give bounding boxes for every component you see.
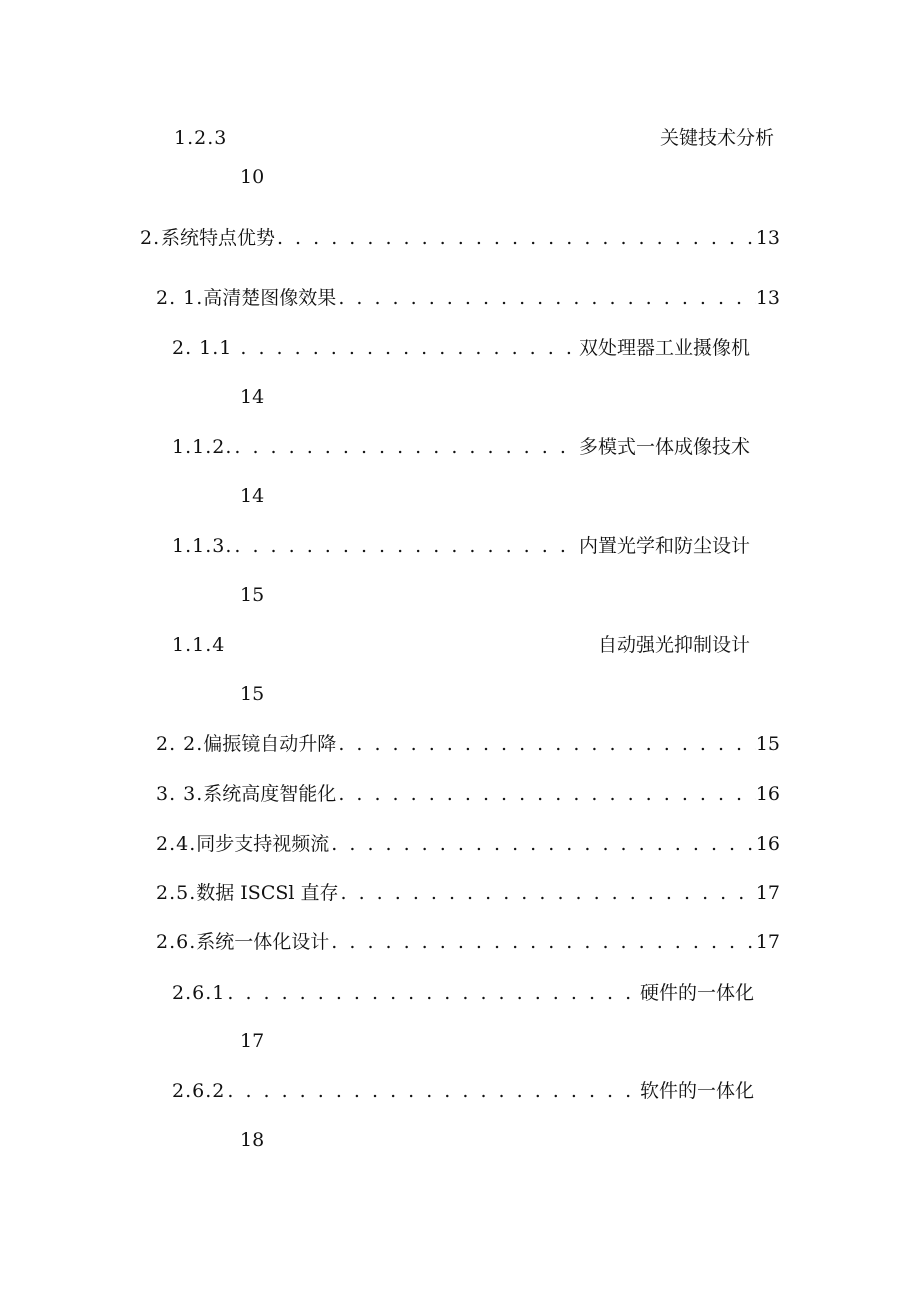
toc-entry-page: 17 [755, 882, 780, 904]
toc-entry-title: 数据 ISCSl 直存 [196, 882, 339, 904]
toc-entry-3-3[interactable] [156, 778, 780, 810]
toc-entry-number: 1.1.2. [172, 436, 233, 458]
toc-entry-title: 系统一体化设计 [196, 931, 330, 953]
toc-entry-2-4[interactable] [156, 828, 780, 860]
toc-entry-2-1[interactable] [156, 282, 780, 314]
toc-entry-number: 2.6. [156, 931, 197, 953]
toc-leader-dots [225, 977, 640, 1009]
toc-entry-2[interactable] [140, 222, 780, 254]
toc-entry-1-2-3[interactable] [174, 122, 774, 154]
toc-entry-page: 15 [755, 733, 780, 755]
toc-entry-number: 2.6.1 [172, 982, 226, 1004]
toc-entry-number: 1.1.4 [172, 634, 226, 656]
toc-leader-dots [329, 926, 756, 958]
toc-leader-dots [329, 828, 756, 860]
toc-entry-title: 同步支持视频流 [196, 833, 330, 855]
toc-leader-dots [238, 332, 579, 364]
toc-entry-2-1-1[interactable] [172, 332, 750, 364]
toc-leader-dots [336, 728, 756, 760]
toc-entry-title: 双处理器工业摄像机 [578, 337, 750, 359]
toc-entry-number: 1.1.3. [172, 535, 233, 557]
toc-entry-title: 高清楚图像效果 [203, 287, 337, 309]
toc-entry-2-5[interactable] [156, 877, 780, 909]
toc-entry-page: 14 [240, 485, 265, 507]
toc-entry-number: 2. 1.1 [172, 337, 233, 359]
toc-entry-1-1-2[interactable] [172, 431, 750, 463]
toc-leader-dots [275, 222, 756, 254]
toc-entry-number: 2.6.2 [172, 1080, 226, 1102]
toc-entry-page: 13 [755, 287, 780, 309]
toc-entry-title: 硬件的一体化 [639, 982, 754, 1004]
toc-entry-number: 2. 2. [156, 733, 204, 755]
toc-entry-2-6-2[interactable] [172, 1075, 754, 1107]
toc-leader-dots [339, 877, 756, 909]
toc-entry-title: 关键技术分析 [659, 127, 774, 149]
toc-leader-dots [232, 530, 579, 562]
toc-entry-number: 2. 1. [156, 287, 204, 309]
toc-entry-page: 15 [240, 584, 265, 606]
toc-leader-dots [336, 778, 756, 810]
toc-entry-title: 内置光学和防尘设计 [578, 535, 750, 557]
toc-entry-number: 2. [140, 227, 161, 249]
toc-entry-title: 软件的一体化 [639, 1080, 754, 1102]
toc-entry-page: 14 [240, 386, 265, 408]
toc-entry-1-1-4[interactable] [172, 629, 750, 661]
toc-entry-title: 偏振镜自动升降 [203, 733, 337, 755]
toc-entry-number: 1.2.3 [174, 127, 228, 149]
toc-entry-1-1-3[interactable] [172, 530, 750, 562]
toc-leader-dots [225, 1075, 640, 1107]
toc-leader-dots [336, 282, 756, 314]
toc-entry-page: 16 [755, 783, 780, 805]
toc-entry-title: 多模式一体成像技术 [578, 436, 750, 458]
toc-entry-page: 16 [755, 833, 780, 855]
toc-entry-page: 18 [240, 1129, 265, 1151]
toc-entry-page: 13 [755, 227, 780, 249]
toc-entry-page: 10 [240, 166, 265, 188]
toc-entry-page: 17 [240, 1030, 265, 1052]
toc-entry-number: 3. 3. [156, 783, 204, 805]
toc-entry-page: 17 [755, 931, 780, 953]
toc-entry-title: 系统特点优势 [160, 227, 275, 249]
toc-entry-number: 2.4. [156, 833, 197, 855]
toc-entry-title: 自动强光抑制设计 [597, 634, 750, 656]
toc-entry-title: 系统高度智能化 [203, 783, 337, 805]
toc-leader-dots [232, 431, 579, 463]
toc-entry-2-2[interactable] [156, 728, 780, 760]
toc-entry-number: 2.5. [156, 882, 197, 904]
toc-entry-2-6[interactable] [156, 926, 780, 958]
toc-entry-page: 15 [240, 683, 265, 705]
toc-entry-2-6-1[interactable] [172, 977, 754, 1009]
